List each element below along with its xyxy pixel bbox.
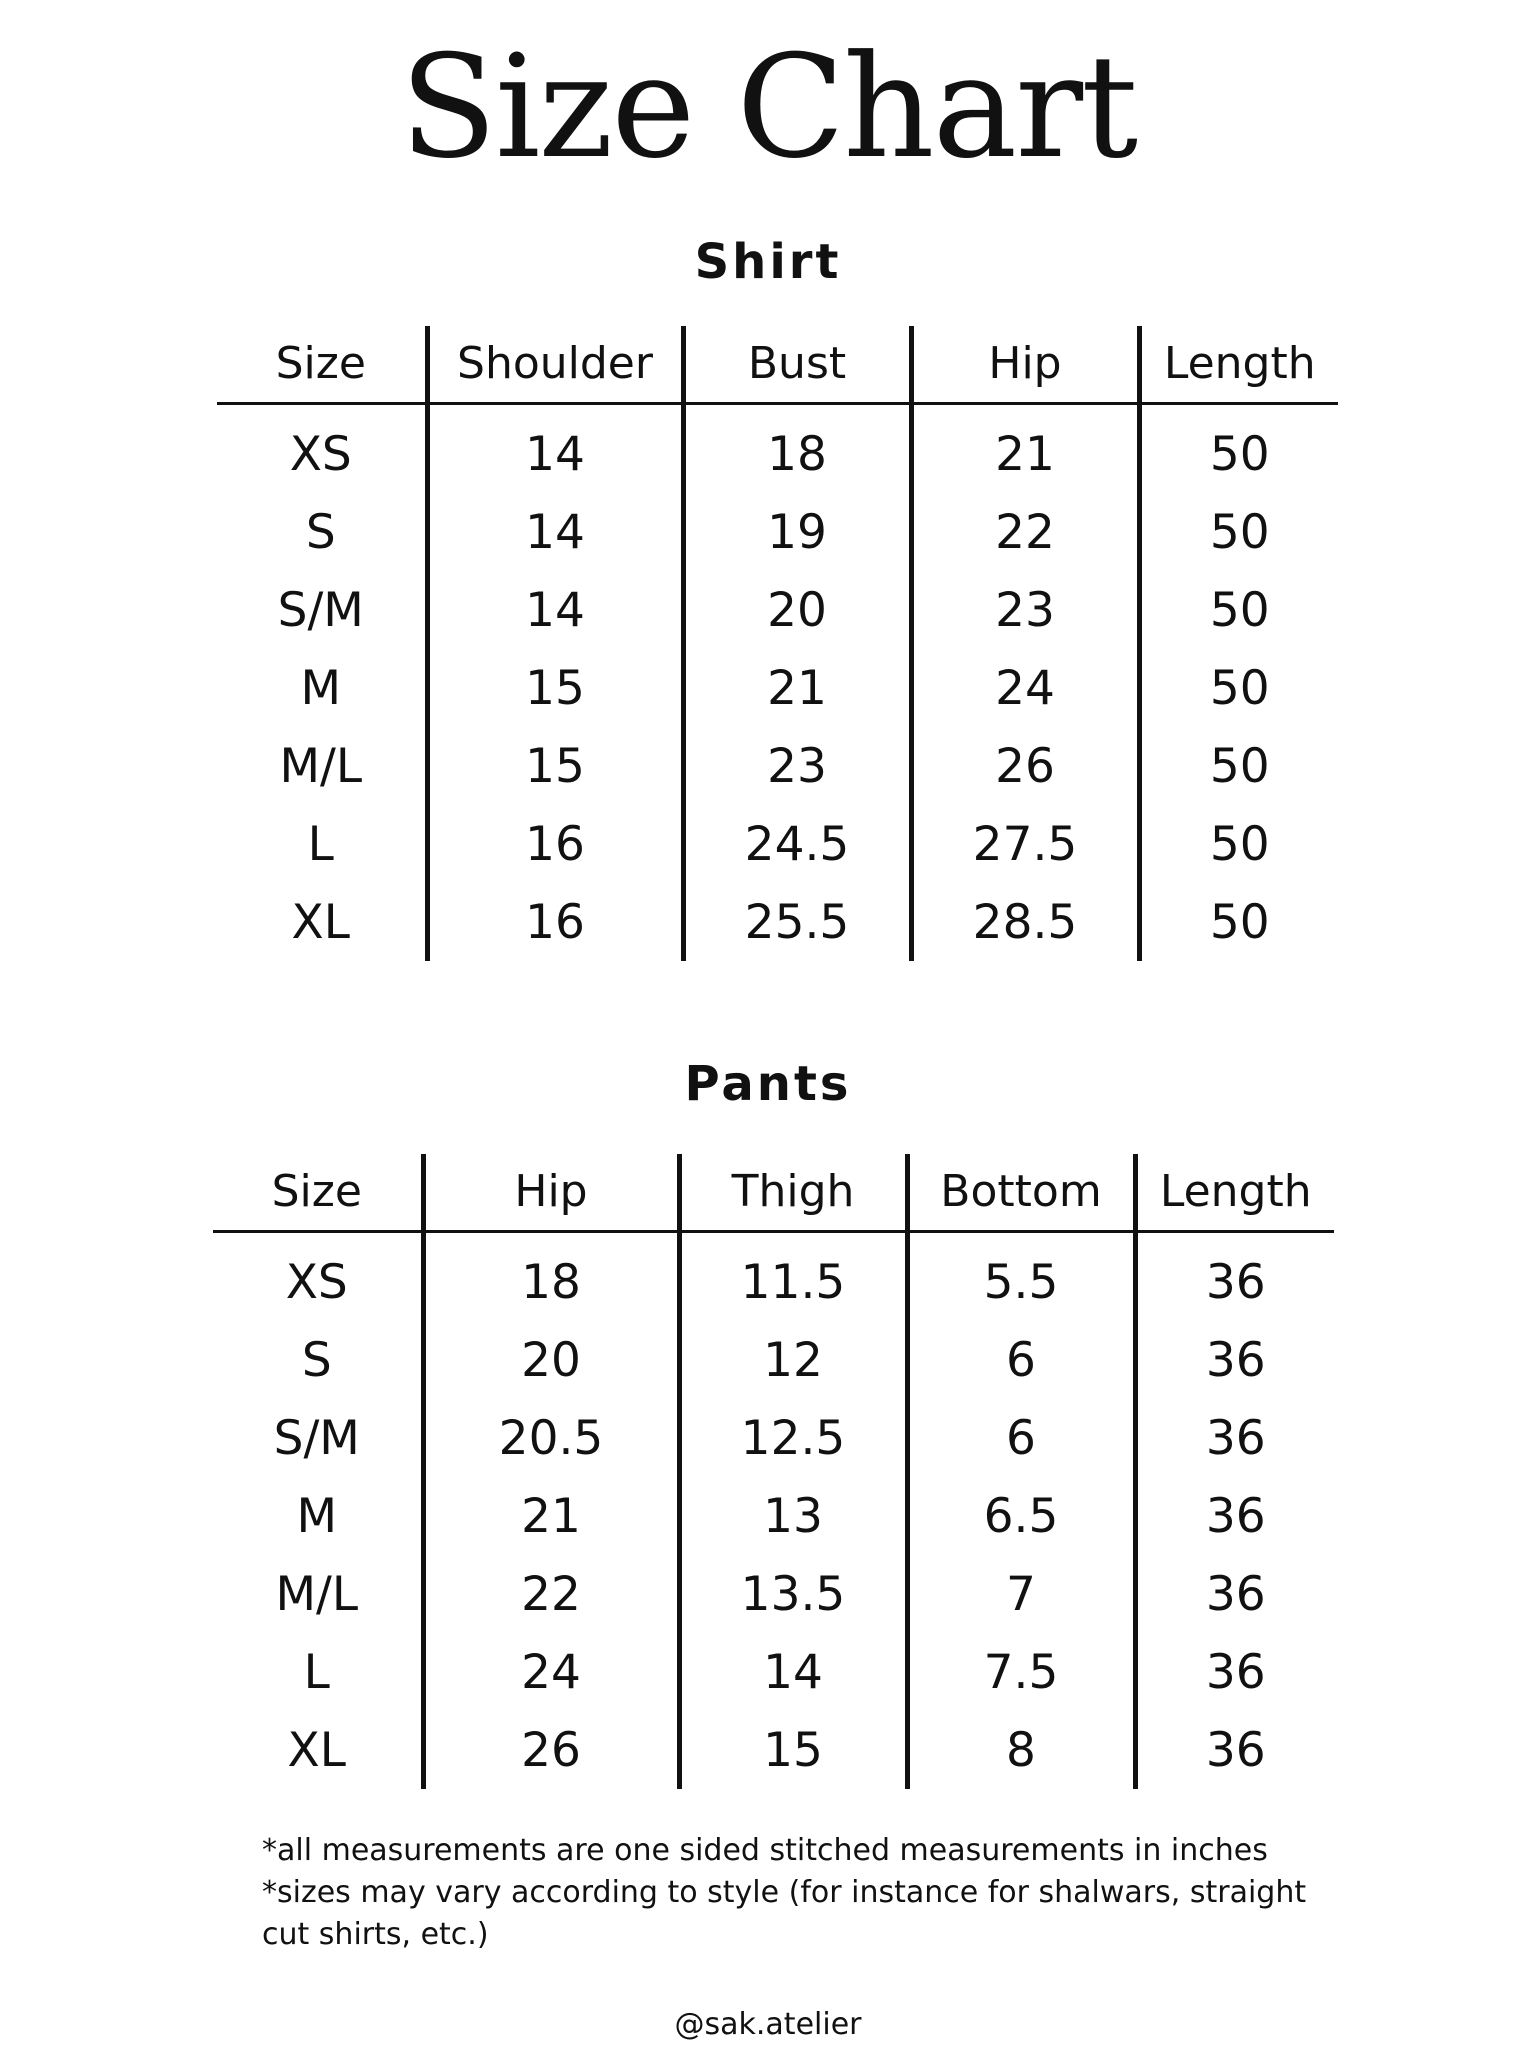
bottom-cell: 7 — [907, 1555, 1135, 1633]
shoulder-cell: 14 — [427, 571, 683, 649]
shoulder-cell: 15 — [427, 727, 683, 805]
pants-size-table — [213, 1154, 1334, 1789]
table-row — [217, 404, 1338, 494]
bottom-cell: 6 — [907, 1321, 1135, 1399]
table-row — [217, 649, 1338, 727]
table-row — [213, 1633, 1334, 1711]
table-row — [217, 571, 1338, 649]
footnotes — [262, 1830, 1362, 1956]
hip-cell: 21 — [423, 1477, 679, 1555]
size-cell: M/L — [217, 727, 427, 805]
table-row — [213, 1232, 1334, 1322]
thigh-cell: 12.5 — [679, 1399, 907, 1477]
table-row — [213, 1477, 1334, 1555]
size-cell: M/L — [213, 1555, 423, 1633]
length-cell: 36 — [1205, 1644, 1266, 1700]
bottom-cell: 5.5 — [907, 1232, 1135, 1322]
size-cell: L — [217, 805, 427, 883]
bottom-cell: 6 — [907, 1399, 1135, 1477]
length-cell: 36 — [1205, 1410, 1266, 1466]
length-cell: 50 — [1209, 894, 1270, 950]
hip-cell: 28.5 — [911, 883, 1139, 961]
length-cell: 50 — [1209, 582, 1270, 638]
shoulder-cell: 15 — [427, 649, 683, 727]
size-cell: S — [213, 1321, 423, 1399]
hip-cell: 18 — [423, 1232, 679, 1322]
thigh-cell: 13.5 — [679, 1555, 907, 1633]
shoulder-cell: 14 — [427, 404, 683, 494]
hip-cell: 24 — [911, 649, 1139, 727]
size-cell: XL — [213, 1711, 423, 1789]
size-cell: M — [213, 1477, 423, 1555]
bust-cell: 24.5 — [683, 805, 911, 883]
footnote-measurements: *all measurements are one sided stitched measurements in inches — [262, 1833, 1268, 1868]
length-cell: 50 — [1209, 426, 1270, 482]
size-cell: XS — [217, 404, 427, 494]
size-cell: L — [213, 1633, 423, 1711]
shoulder-cell: 14 — [427, 493, 683, 571]
shirt-size-table — [217, 326, 1338, 961]
length-cell: 36 — [1205, 1722, 1266, 1778]
bottom-cell: 8 — [907, 1711, 1135, 1789]
length-cell: 50 — [1209, 660, 1270, 716]
hip-cell: 20 — [423, 1321, 679, 1399]
table-row — [217, 805, 1338, 883]
shirt-col-bust: Bust — [683, 326, 911, 404]
hip-cell: 26 — [911, 727, 1139, 805]
brand-handle: @sak.atelier — [674, 2007, 862, 2042]
shirt-col-size: Size — [217, 326, 427, 404]
pants-header-row — [213, 1154, 1334, 1232]
bottom-cell: 7.5 — [907, 1633, 1135, 1711]
pants-col-size: Size — [213, 1154, 423, 1232]
size-cell: S — [217, 493, 427, 571]
thigh-cell: 12 — [679, 1321, 907, 1399]
table-row — [213, 1711, 1334, 1789]
hip-cell: 20.5 — [423, 1399, 679, 1477]
table-row — [217, 493, 1338, 571]
pants-col-bottom: Bottom — [907, 1154, 1135, 1232]
table-row — [213, 1321, 1334, 1399]
bust-cell: 20 — [683, 571, 911, 649]
size-cell: XL — [217, 883, 427, 961]
table-row — [217, 727, 1338, 805]
length-cell: 50 — [1209, 816, 1270, 872]
shoulder-cell: 16 — [427, 883, 683, 961]
thigh-cell: 11.5 — [679, 1232, 907, 1322]
size-cell: M — [217, 649, 427, 727]
length-cell: 36 — [1205, 1566, 1266, 1622]
hip-cell: 21 — [911, 404, 1139, 494]
bust-cell: 18 — [683, 404, 911, 494]
thigh-cell: 14 — [679, 1633, 907, 1711]
length-cell: 50 — [1209, 738, 1270, 794]
pants-col-hip: Hip — [423, 1154, 679, 1232]
bust-cell: 19 — [683, 493, 911, 571]
bust-cell: 21 — [683, 649, 911, 727]
thigh-cell: 15 — [679, 1711, 907, 1789]
hip-cell: 22 — [423, 1555, 679, 1633]
shirt-col-shoulder: Shoulder — [427, 326, 683, 404]
bottom-cell: 6.5 — [907, 1477, 1135, 1555]
size-cell: XS — [213, 1232, 423, 1322]
shirt-col-length: Length — [1139, 326, 1338, 404]
page-title: Size Chart — [399, 25, 1137, 190]
length-cell: 36 — [1205, 1332, 1266, 1388]
footnote-sizes-vary: *sizes may vary according to style (for instance for shalwars, straight cut shirts, etc.) — [262, 1875, 1307, 1952]
pants-col-thigh: Thigh — [679, 1154, 907, 1232]
pants-col-length: Length — [1135, 1154, 1334, 1232]
table-row — [213, 1399, 1334, 1477]
hip-cell: 23 — [911, 571, 1139, 649]
size-cell: S/M — [217, 571, 427, 649]
size-cell: S/M — [213, 1399, 423, 1477]
hip-cell: 26 — [423, 1711, 679, 1789]
bust-cell: 23 — [683, 727, 911, 805]
hip-cell: 27.5 — [911, 805, 1139, 883]
pants-section-title: Pants — [684, 1056, 852, 1112]
table-row — [213, 1555, 1334, 1633]
shirt-section-title: Shirt — [694, 234, 842, 290]
table-row — [217, 883, 1338, 961]
hip-cell: 22 — [911, 493, 1139, 571]
length-cell: 36 — [1205, 1254, 1266, 1310]
thigh-cell: 13 — [679, 1477, 907, 1555]
shirt-col-hip: Hip — [911, 326, 1139, 404]
shirt-header-row — [217, 326, 1338, 404]
hip-cell: 24 — [423, 1633, 679, 1711]
shoulder-cell: 16 — [427, 805, 683, 883]
bust-cell: 25.5 — [683, 883, 911, 961]
length-cell: 36 — [1205, 1488, 1266, 1544]
length-cell: 50 — [1209, 504, 1270, 560]
